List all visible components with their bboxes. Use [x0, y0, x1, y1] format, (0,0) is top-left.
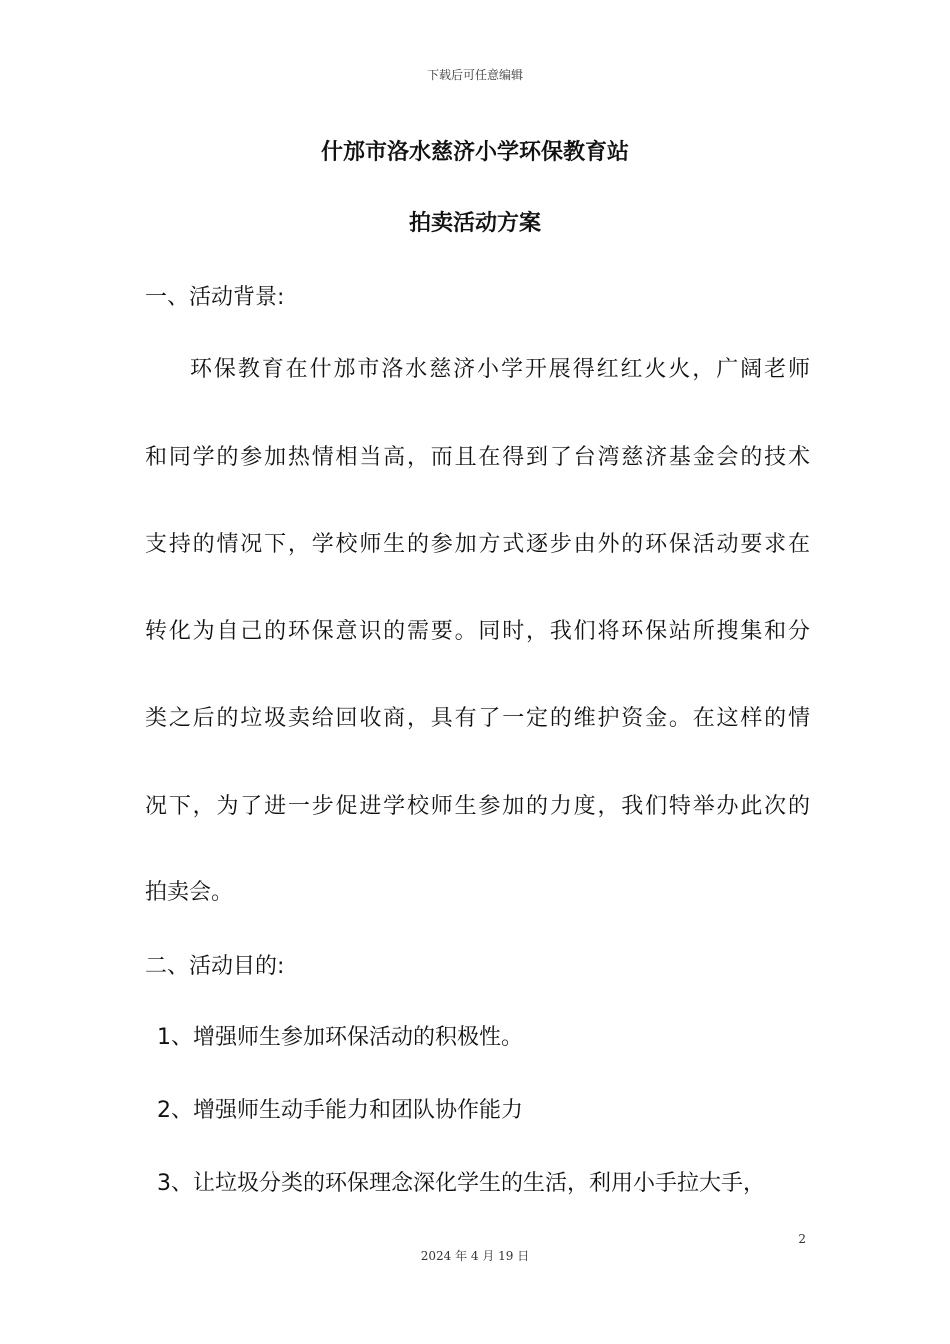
document-title: 什邡市洛水慈济小学环保教育站 — [320, 140, 629, 165]
list-item: 1、增强师生参加环保活动的积极性。 — [157, 1025, 523, 1050]
page-number: 2 — [798, 1232, 806, 1246]
page-header-note: 下载后可任意编辑 — [426, 68, 523, 82]
paragraph-line: 转化为自己的环保意识的需要。同时，我们将环保站所搜集和分 — [145, 619, 810, 644]
paragraph-line: 支持的情况下，学校师生的参加方式逐步由外的环保活动要求在 — [145, 532, 810, 557]
paragraph-line: 环保教育在什邡市洛水慈济小学开展得红红火火，广阔老师 — [190, 357, 810, 382]
paragraph-line: 类之后的垃圾卖给回收商，具有了一定的维护资金。在这样的情 — [145, 706, 810, 731]
section-heading-purpose: 二、活动目的: — [145, 954, 285, 979]
footer-date: 2024 年 4 月 19 日 — [420, 1249, 530, 1263]
list-item: 2、增强师生动手能力和团队协作能力 — [157, 1098, 523, 1123]
list-item: 3、让垃圾分类的环保理念深化学生的生活，利用小手拉大手， — [157, 1171, 765, 1196]
paragraph-line: 拍卖会。 — [145, 880, 234, 905]
paragraph-line: 和同学的参加热情相当高，而且在得到了台湾慈济基金会的技术 — [145, 445, 810, 470]
section-heading-background: 一、活动背景: — [145, 285, 285, 310]
paragraph-line: 况下，为了进一步促进学校师生参加的力度，我们特举办此次的 — [145, 794, 810, 819]
document-subtitle: 拍卖活动方案 — [408, 211, 541, 236]
